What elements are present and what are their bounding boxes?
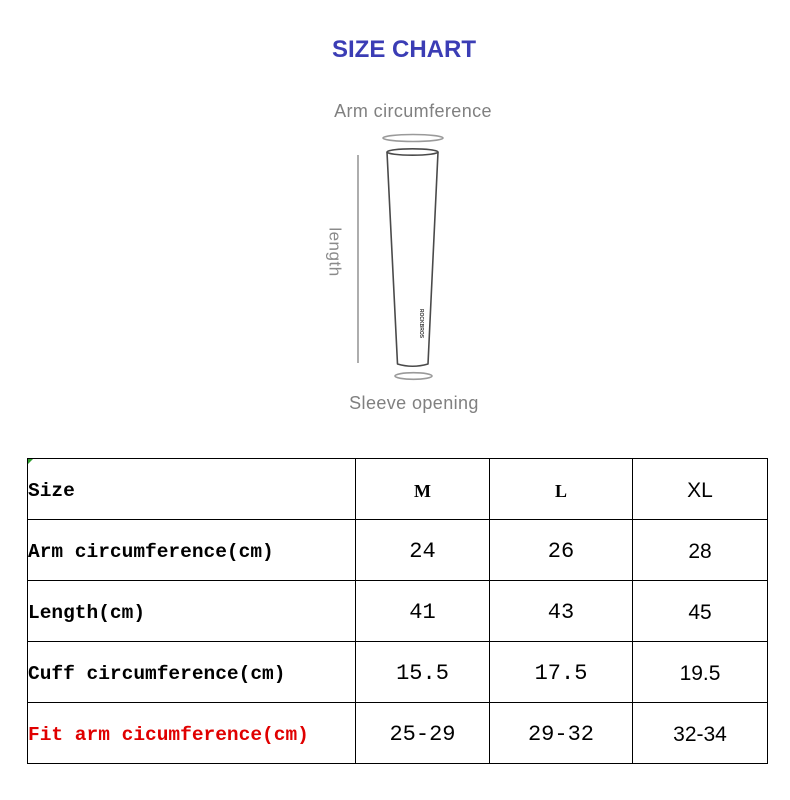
header-xl: XL <box>633 459 768 520</box>
sleeve-top-rim <box>387 149 438 155</box>
value-length-xl: 45 <box>633 581 768 642</box>
header-l: L <box>490 459 633 520</box>
length-label: length <box>325 227 345 277</box>
chart-title: SIZE CHART <box>332 36 476 63</box>
row-label-fit-arm-circumference: Fit arm cicumference(cm) <box>28 703 356 764</box>
header-size: Size <box>28 459 356 520</box>
arm-circumference-ellipse <box>383 135 443 142</box>
sleeve-opening-ellipse <box>395 373 432 380</box>
table-row <box>28 520 768 581</box>
size-table <box>27 458 768 764</box>
value-cuff-circumference-m: 15.5 <box>356 642 490 703</box>
value-arm-circumference-l: 26 <box>490 520 633 581</box>
value-length-m: 41 <box>356 581 490 642</box>
arm-circumference-label: Arm circumference <box>334 101 492 121</box>
table-header-row <box>28 459 768 520</box>
value-arm-circumference-xl: 28 <box>633 520 768 581</box>
arm-sleeve-diagram <box>300 120 480 390</box>
header-m: M <box>356 459 490 520</box>
table-row <box>28 642 768 703</box>
table-row <box>28 703 768 764</box>
value-cuff-circumference-xl: 19.5 <box>633 642 768 703</box>
value-length-l: 43 <box>490 581 633 642</box>
row-label-cuff-circumference: Cuff circumference(cm) <box>28 642 356 703</box>
row-label-arm-circumference: Arm circumference(cm) <box>28 520 356 581</box>
value-fit-arm-circumference-l: 29-32 <box>490 703 633 764</box>
sleeve-logo: ROCKBROS <box>418 308 424 339</box>
sleeve-opening-label: Sleeve opening <box>349 393 479 413</box>
cell-indicator-mark <box>28 459 33 464</box>
sleeve-outline <box>387 152 438 366</box>
value-fit-arm-circumference-m: 25-29 <box>356 703 490 764</box>
value-fit-arm-circumference-xl: 32-34 <box>633 703 768 764</box>
value-arm-circumference-m: 24 <box>356 520 490 581</box>
value-cuff-circumference-l: 17.5 <box>490 642 633 703</box>
row-label-length: Length(cm) <box>28 581 356 642</box>
table-row <box>28 581 768 642</box>
